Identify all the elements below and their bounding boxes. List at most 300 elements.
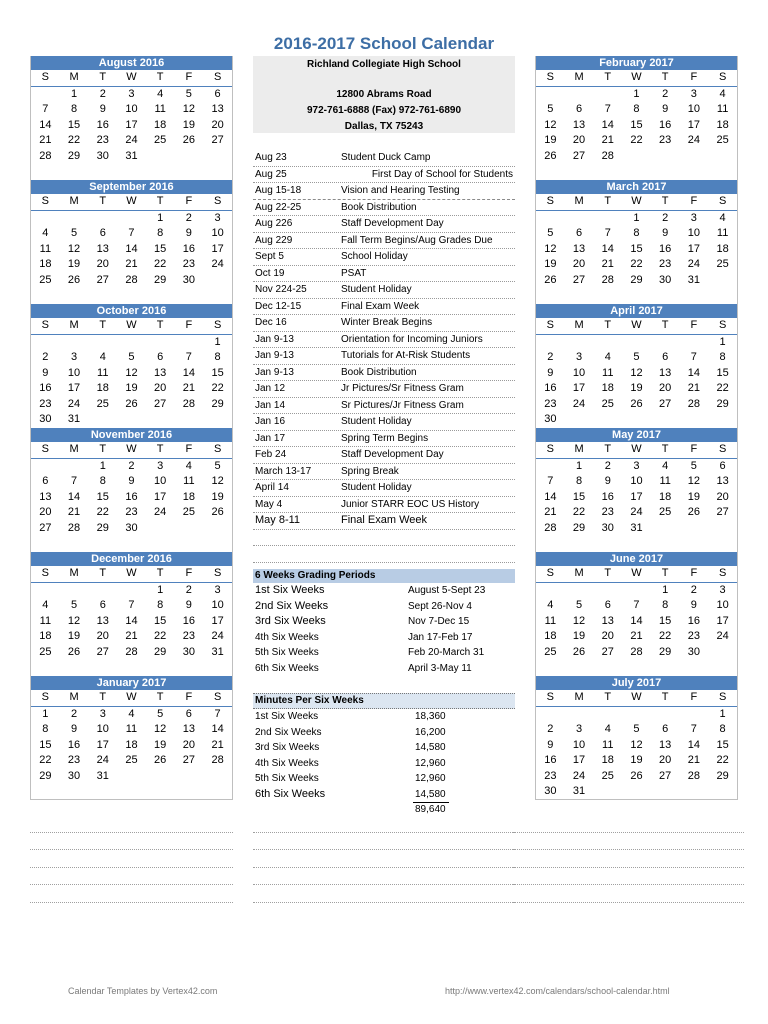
weekday-label: W [622, 690, 651, 706]
day-cell [203, 660, 232, 676]
day-cell: 14 [211, 723, 224, 735]
weekday-label: M [60, 194, 89, 210]
month-calendar [30, 552, 233, 676]
weekday-label: M [60, 566, 89, 582]
day-cell: 30 [687, 645, 700, 658]
event-name: Spring Term Begins [341, 432, 429, 444]
grading-row [253, 599, 515, 615]
day-cell: 14 [182, 366, 195, 379]
day-cell [708, 288, 737, 304]
day-cell: 23 [659, 258, 672, 270]
day-cell: 25 [601, 397, 614, 410]
day-cell: 22 [96, 506, 109, 518]
day-cell: 23 [96, 134, 109, 146]
grading-header: 6 Weeks Grading Periods [253, 569, 515, 583]
day-cell: 19 [687, 490, 700, 503]
event-row [253, 398, 515, 415]
day-cell: 22 [659, 630, 672, 642]
event-name: Junior STARR EOC US History [341, 498, 480, 510]
month-header: January 2017 [31, 676, 232, 690]
day-cell: 20 [716, 490, 729, 503]
weekday-label: T [593, 442, 622, 458]
day-cell: 26 [182, 134, 195, 146]
day-cell: 7 [128, 599, 135, 611]
day-cell [117, 769, 146, 785]
note-line [512, 815, 744, 833]
day-cell: 12 [182, 103, 195, 115]
note-line [512, 885, 744, 903]
weekday-label: S [708, 566, 737, 582]
day-cell [565, 164, 594, 180]
weekday-label: T [88, 442, 117, 458]
day-cell: 11 [659, 475, 671, 487]
day-cell: 9 [662, 227, 669, 239]
minutes-value: 16,200 [415, 726, 446, 738]
event-date: May 8-11 [255, 514, 301, 526]
day-cell [536, 288, 565, 304]
footer-url: http://www.vertex42.com/calendars/school-calendar.html [445, 986, 670, 996]
grading-period: 6th Six Weeks [255, 662, 319, 674]
day-cell: 22 [39, 754, 52, 766]
day-cell: 8 [719, 723, 726, 735]
day-cell: 11 [544, 614, 557, 627]
event-row [253, 546, 515, 563]
day-cell: 29 [96, 521, 109, 534]
day-cell [622, 706, 651, 722]
day-cell: 28 [125, 273, 138, 286]
event-date: Dec 12-15 [255, 300, 302, 312]
event-row [253, 167, 515, 184]
day-cell [536, 660, 565, 676]
day-cell: 3 [690, 211, 697, 224]
day-cell: 25 [96, 397, 109, 410]
day-cell: 4 [719, 211, 726, 224]
day-cell: 26 [630, 397, 643, 410]
day-cell: 30 [544, 785, 557, 797]
day-cell: 4 [547, 599, 554, 611]
event-date: April 14 [255, 482, 289, 493]
day-cell: 10 [687, 227, 700, 239]
day-cell [203, 412, 232, 428]
day-cell [146, 149, 175, 165]
day-cell [680, 521, 709, 537]
calendar-column-right [535, 56, 738, 800]
day-cell: 24 [125, 134, 138, 146]
day-cell: 26 [154, 754, 167, 766]
day-cell: 13 [211, 103, 224, 115]
day-cell: 22 [154, 258, 167, 270]
day-cell: 12 [544, 242, 557, 255]
day-cell: 3 [633, 459, 640, 472]
day-cell [175, 334, 204, 350]
day-cell: 22 [67, 134, 81, 146]
day-cell [88, 334, 117, 350]
day-cell: 29 [716, 397, 729, 410]
day-cell: 19 [125, 382, 138, 394]
minutes-period: 2nd Six Weeks [255, 726, 322, 738]
day-cell: 22 [630, 134, 643, 146]
day-cell: 7 [690, 351, 697, 363]
day-cell: 5 [690, 459, 697, 472]
day-cell [622, 164, 651, 180]
minutes-value: 14,580 [415, 788, 446, 800]
day-cell: 2 [70, 707, 78, 720]
month-header: February 2017 [536, 56, 737, 70]
day-cell [593, 210, 622, 226]
day-cell: 14 [39, 118, 52, 131]
day-cell: 20 [659, 754, 672, 766]
day-cell: 24 [687, 134, 700, 146]
day-cell [651, 334, 680, 350]
day-cell: 21 [601, 134, 614, 146]
event-date: Jan 9-13 [255, 366, 294, 378]
day-cell: 16 [182, 242, 195, 255]
day-cell: 26 [544, 273, 557, 286]
day-cell: 5 [575, 599, 583, 611]
month-header: November 2016 [31, 428, 232, 442]
day-cell [31, 86, 60, 102]
day-cell [651, 412, 680, 428]
day-cell: 7 [42, 103, 49, 115]
day-cell: 1 [157, 583, 164, 596]
day-cell: 23 [544, 397, 557, 410]
weekday-label: S [708, 318, 737, 334]
event-date: Aug 22-25 [255, 201, 302, 213]
day-cell: 20 [182, 738, 195, 751]
note-line [30, 868, 233, 886]
weekday-label: F [175, 566, 204, 582]
day-cell: 25 [659, 506, 672, 518]
day-cell [117, 412, 146, 428]
day-cell [651, 784, 680, 800]
day-cell [593, 334, 622, 350]
school-phone: 972-761-6888 (Fax) 972-761-6890 [307, 105, 461, 116]
weekday-label: W [117, 70, 146, 86]
day-cell: 25 [182, 506, 195, 518]
day-cell: 3 [719, 583, 726, 596]
day-cell: 11 [183, 475, 195, 487]
note-line [30, 885, 233, 903]
month-header: March 2017 [536, 180, 737, 194]
day-cell [146, 164, 175, 180]
day-cell: 31 [125, 149, 138, 162]
event-name: School Holiday [341, 251, 408, 262]
day-cell: 6 [575, 103, 583, 115]
day-cell: 8 [633, 227, 640, 239]
day-cell [117, 164, 146, 180]
event-name: PSAT [341, 267, 367, 279]
day-cell [31, 536, 60, 552]
grading-period: 3rd Six Weeks [255, 615, 326, 627]
day-cell [593, 784, 622, 800]
minutes-value: 18,360 [415, 711, 446, 722]
day-cell [203, 769, 232, 785]
weekday-label: F [680, 194, 709, 210]
day-cell: 6 [719, 459, 726, 472]
day-cell: 29 [659, 645, 672, 658]
month-calendar [535, 180, 738, 304]
day-cell [536, 536, 565, 552]
day-cell: 9 [662, 103, 669, 115]
day-cell: 17 [211, 242, 224, 255]
day-cell [593, 706, 622, 722]
day-cell [593, 536, 622, 552]
day-cell [622, 334, 651, 350]
day-cell: 15 [630, 118, 643, 131]
day-cell: 18 [601, 382, 614, 394]
day-cell: 15 [716, 738, 729, 751]
day-cell: 12 [544, 118, 557, 131]
day-cell: 7 [633, 599, 640, 611]
day-cell [175, 149, 204, 165]
minutes-row [253, 787, 515, 803]
day-cell: 1 [633, 87, 640, 100]
day-cell [593, 288, 622, 304]
minutes-value: 12,960 [415, 773, 446, 784]
day-cell: 23 [182, 258, 195, 270]
day-cell: 5 [214, 459, 221, 472]
weekday-label: S [203, 690, 232, 706]
day-cell: 27 [572, 149, 586, 162]
day-cell [31, 334, 60, 350]
minutes-header: Minutes Per Six Weeks [253, 693, 515, 709]
day-cell: 3 [690, 87, 697, 100]
day-cell: 14 [544, 490, 557, 503]
weekday-label: W [117, 194, 146, 210]
day-cell: 24 [716, 630, 729, 642]
note-lines-right [512, 815, 744, 903]
day-cell: 11 [602, 738, 614, 751]
weekday-label: T [146, 194, 175, 210]
day-cell [708, 149, 737, 165]
weekday-label: F [175, 194, 204, 210]
minutes-row [253, 725, 515, 741]
day-cell [680, 288, 709, 304]
day-cell: 11 [154, 103, 166, 115]
day-cell [680, 412, 709, 428]
day-cell: 18 [39, 630, 52, 642]
event-name: Book Distribution [341, 201, 417, 213]
day-cell: 14 [125, 242, 138, 255]
school-info [253, 56, 515, 133]
day-cell [622, 784, 651, 800]
weekday-label: T [146, 566, 175, 582]
day-cell: 30 [182, 645, 195, 658]
day-cell: 31 [687, 273, 700, 286]
day-cell: 20 [572, 258, 586, 270]
event-name: Staff Development Day [341, 218, 444, 229]
day-cell: 6 [662, 351, 669, 363]
day-cell: 27 [659, 397, 672, 410]
day-cell: 8 [662, 599, 669, 611]
day-cell [593, 582, 622, 598]
event-row [253, 365, 515, 382]
event-name: Student Duck Camp [341, 152, 431, 163]
day-cell: 15 [716, 366, 729, 379]
day-cell: 7 [214, 707, 221, 720]
weekday-label: S [31, 70, 60, 86]
event-row [253, 282, 515, 299]
event-name: Orientation for Incoming Juniors [341, 333, 483, 345]
day-cell [565, 288, 594, 304]
month-calendar [30, 180, 233, 304]
weekday-label: W [622, 318, 651, 334]
day-cell: 17 [630, 490, 643, 503]
day-cell: 13 [659, 738, 672, 751]
minutes-period: 4th Six Weeks [255, 757, 319, 769]
day-cell: 15 [67, 118, 81, 131]
day-cell: 31 [572, 785, 586, 797]
event-row [253, 431, 515, 448]
day-cell: 11 [97, 366, 109, 379]
day-cell: 21 [67, 506, 81, 518]
day-cell: 17 [572, 382, 586, 394]
day-cell [565, 706, 594, 722]
day-cell: 17 [687, 118, 700, 131]
day-cell [565, 210, 594, 226]
day-cell: 13 [572, 242, 586, 255]
weekday-label: T [651, 442, 680, 458]
weekday-label: T [146, 442, 175, 458]
day-cell [31, 288, 60, 304]
day-cell: 28 [630, 645, 643, 658]
school-name: Richland Collegiate High School [307, 59, 461, 70]
day-cell: 18 [182, 490, 195, 503]
minutes-row [253, 740, 515, 756]
day-cell: 20 [96, 258, 109, 270]
day-cell: 17 [572, 754, 586, 766]
event-row [253, 530, 515, 547]
day-cell: 3 [214, 211, 221, 224]
event-date: Aug 226 [255, 218, 293, 229]
day-cell: 16 [687, 614, 700, 627]
day-cell: 15 [659, 614, 672, 627]
day-cell: 6 [99, 599, 106, 611]
day-cell [60, 536, 89, 552]
day-cell [146, 334, 175, 350]
event-row [253, 447, 515, 464]
day-cell: 13 [96, 614, 109, 627]
day-cell [651, 660, 680, 676]
day-cell: 16 [659, 118, 672, 131]
day-cell: 22 [211, 382, 224, 394]
day-cell [651, 521, 680, 537]
event-date: Oct 19 [255, 267, 285, 279]
day-cell: 16 [125, 490, 138, 503]
event-date: Jan 9-13 [255, 333, 294, 345]
day-cell: 8 [157, 227, 164, 239]
day-cell [117, 536, 146, 552]
grading-range: Jan 17-Feb 17 [408, 631, 473, 643]
event-date: Jan 9-13 [255, 350, 294, 361]
event-date: Dec 16 [255, 317, 287, 328]
day-cell: 1 [719, 335, 726, 348]
day-cell [146, 536, 175, 552]
event-row [253, 497, 515, 514]
day-cell: 26 [572, 645, 586, 658]
event-row [253, 480, 515, 497]
day-cell: 24 [211, 258, 224, 270]
day-cell: 15 [154, 242, 167, 255]
day-cell: 19 [544, 134, 557, 146]
day-cell: 12 [630, 366, 643, 379]
day-cell: 5 [547, 103, 554, 115]
day-cell: 19 [182, 118, 195, 131]
weekday-label: F [680, 70, 709, 86]
day-cell: 17 [687, 242, 700, 255]
day-cell: 26 [211, 506, 224, 518]
day-cell: 17 [125, 118, 138, 131]
day-cell [146, 521, 175, 537]
minutes-value: 14,580 [415, 742, 446, 753]
event-name: Vision and Hearing Testing [341, 185, 460, 196]
weekday-label: S [536, 690, 565, 706]
day-cell: 27 [716, 506, 729, 518]
day-cell: 22 [154, 630, 167, 642]
month-calendar [535, 676, 738, 800]
day-cell: 12 [572, 614, 586, 627]
day-cell [146, 784, 175, 800]
day-cell [31, 784, 60, 800]
day-cell [60, 582, 89, 598]
day-cell: 27 [154, 397, 167, 410]
day-cell: 27 [96, 645, 109, 658]
day-cell: 20 [211, 118, 224, 131]
day-cell: 7 [547, 475, 554, 487]
day-cell: 7 [70, 475, 78, 487]
month-header: August 2016 [31, 56, 232, 70]
weekday-label: F [680, 318, 709, 334]
event-date: May 4 [255, 498, 283, 510]
day-cell: 29 [67, 149, 81, 162]
day-cell [708, 273, 737, 289]
weekday-label: W [622, 442, 651, 458]
note-lines-middle [253, 815, 515, 903]
day-cell: 7 [604, 227, 611, 239]
weekday-label: S [203, 318, 232, 334]
day-cell: 8 [719, 351, 726, 363]
day-cell: 29 [39, 769, 52, 782]
minutes-period: 1st Six Weeks [255, 711, 319, 722]
day-cell: 3 [214, 583, 221, 596]
day-cell [565, 412, 594, 428]
day-cell: 8 [575, 475, 583, 487]
day-cell: 6 [575, 227, 583, 239]
day-cell: 14 [687, 738, 700, 751]
day-cell [565, 582, 594, 598]
event-row [253, 332, 515, 349]
day-cell: 3 [70, 351, 78, 363]
weekday-label: T [651, 194, 680, 210]
day-cell [536, 86, 565, 102]
day-cell: 27 [659, 769, 672, 782]
day-cell: 12 [154, 723, 167, 735]
day-cell [708, 784, 737, 800]
event-name: Jr Pictures/Sr Fitness Gram [341, 383, 464, 394]
day-cell: 30 [96, 149, 109, 162]
day-cell: 21 [182, 382, 195, 394]
day-cell [651, 536, 680, 552]
day-cell: 11 [716, 103, 729, 115]
day-cell: 24 [687, 258, 700, 270]
day-cell: 3 [128, 87, 135, 100]
day-cell: 18 [601, 754, 614, 766]
day-cell: 27 [96, 273, 109, 286]
day-cell: 22 [630, 258, 643, 270]
day-cell: 11 [39, 242, 52, 255]
day-cell: 7 [185, 351, 192, 363]
day-cell [651, 164, 680, 180]
